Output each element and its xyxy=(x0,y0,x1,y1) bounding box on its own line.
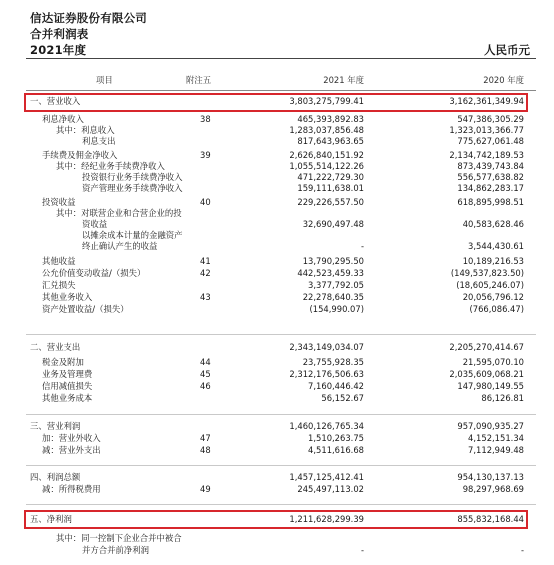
row-label: 其中：对联营企业和合营企业的投 xyxy=(56,208,182,218)
value-2021: 1,055,514,122.26 xyxy=(289,161,364,171)
value-2021: 1,510,263.75 xyxy=(308,433,364,443)
col-note: 附注五 xyxy=(186,75,212,85)
row-label: 以摊余成本计量的金融资产 xyxy=(82,230,183,240)
row-label: 一、营业收入 xyxy=(30,96,81,106)
table-row xyxy=(0,303,554,315)
row-label: 其他收益 xyxy=(42,256,76,266)
table-row xyxy=(0,291,554,303)
value-2020: 2,035,609,068.21 xyxy=(449,369,524,379)
table-row xyxy=(0,255,554,267)
value-2021: - xyxy=(360,241,364,251)
table-row xyxy=(0,471,554,483)
row-note: 46 xyxy=(200,381,211,391)
table-row xyxy=(0,513,554,525)
table-row xyxy=(0,182,554,194)
value-2020: 1,323,013,366.77 xyxy=(449,125,524,135)
value-2020: 2,134,742,189.53 xyxy=(449,150,524,160)
company-name: 信达证券股份有限公司 xyxy=(30,11,147,25)
row-label: 其他业务收入 xyxy=(42,292,93,302)
value-2020: 855,832,168.44 xyxy=(457,514,524,524)
table-row xyxy=(0,135,554,147)
value-2020: - xyxy=(520,545,524,555)
table-row xyxy=(0,532,554,544)
table-row xyxy=(0,432,554,444)
row-note: 42 xyxy=(200,268,211,278)
table-row xyxy=(0,380,554,392)
section-separator xyxy=(26,334,536,335)
row-label: 资产处置收益/（损失） xyxy=(42,304,129,314)
value-2020: 86,126.81 xyxy=(481,393,524,403)
table-row xyxy=(0,544,554,556)
row-note: 41 xyxy=(200,256,211,266)
table-row xyxy=(0,368,554,380)
value-2021: 3,803,275,799.41 xyxy=(289,96,364,106)
value-2021: 7,160,446.42 xyxy=(308,381,364,391)
value-2021: 1,460,126,765.34 xyxy=(289,421,364,431)
table-row xyxy=(0,95,554,107)
row-label: 利息净收入 xyxy=(42,114,84,124)
value-2021: 56,152.67 xyxy=(321,393,364,403)
value-2021: 159,111,638.01 xyxy=(297,183,364,193)
row-note: 44 xyxy=(200,357,211,367)
row-label: 其中：同一控制下企业合并中被合 xyxy=(56,533,182,543)
row-note: 47 xyxy=(200,433,211,443)
row-label: 手续费及佣金净收入 xyxy=(42,150,118,160)
row-label: 并方合并前净利润 xyxy=(82,545,149,555)
row-label: 加：营业外收入 xyxy=(42,433,101,443)
value-2021: 1,457,125,412.41 xyxy=(289,472,364,482)
value-2021: 4,511,616.68 xyxy=(308,445,364,455)
value-2020: 147,980,149.55 xyxy=(457,381,524,391)
row-note: 43 xyxy=(200,292,211,302)
value-2020: 134,862,283.17 xyxy=(457,183,524,193)
table-row xyxy=(0,444,554,456)
value-2020: (18,605,246.07) xyxy=(456,280,524,290)
value-2021: 23,755,928.35 xyxy=(302,357,364,367)
row-label: 减：所得税费用 xyxy=(42,484,101,494)
value-2020: 954,130,137.13 xyxy=(457,472,524,482)
value-2020: 3,162,361,349.94 xyxy=(449,96,524,106)
value-2020: 7,112,949.48 xyxy=(468,445,524,455)
value-2020: 20,056,796.12 xyxy=(462,292,524,302)
section-separator xyxy=(26,465,536,466)
fiscal-year: 2021年度 xyxy=(30,43,87,57)
row-note: 45 xyxy=(200,369,211,379)
table-row xyxy=(0,240,554,252)
row-label: 汇兑损失 xyxy=(42,280,76,290)
table-row xyxy=(0,392,554,404)
value-2021: - xyxy=(360,545,364,555)
value-2020: 4,152,151.34 xyxy=(468,433,524,443)
row-label: 利息支出 xyxy=(82,136,116,146)
header-rule xyxy=(26,58,536,59)
row-note: 40 xyxy=(200,197,211,207)
row-label: 终止确认产生的收益 xyxy=(82,241,158,251)
value-2021: 22,278,640.35 xyxy=(302,292,364,302)
value-2021: 442,523,459.33 xyxy=(297,268,364,278)
value-2020: 40,583,628.46 xyxy=(462,219,524,229)
col-2020: 2020 年度 xyxy=(483,75,524,85)
value-2020: 98,297,968.69 xyxy=(462,484,524,494)
value-2021: 817,643,963.65 xyxy=(297,136,364,146)
section-separator xyxy=(26,414,536,415)
row-label: 资收益 xyxy=(82,219,108,229)
row-label: 其中：经纪业务手续费净收入 xyxy=(56,161,165,171)
value-2020: 775,627,061.48 xyxy=(457,136,524,146)
row-label: 业务及管理费 xyxy=(42,369,93,379)
value-2020: 556,577,638.82 xyxy=(457,172,524,182)
row-note: 49 xyxy=(200,484,211,494)
table-row xyxy=(0,356,554,368)
value-2021: 13,790,295.50 xyxy=(302,256,364,266)
value-2021: 32,690,497.48 xyxy=(302,219,364,229)
value-2021: 3,377,792.05 xyxy=(308,280,364,290)
value-2021: 2,343,149,034.07 xyxy=(289,342,364,352)
value-2020: 873,439,743.84 xyxy=(457,161,524,171)
row-label: 投资收益 xyxy=(42,197,76,207)
row-note: 48 xyxy=(200,445,211,455)
value-2021: 1,283,037,856.48 xyxy=(289,125,364,135)
table-row xyxy=(0,420,554,432)
value-2020: (149,537,823.50) xyxy=(450,268,524,278)
section-separator xyxy=(26,504,536,505)
column-rule xyxy=(26,90,536,91)
value-2020: (766,086.47) xyxy=(469,304,524,314)
value-2021: 229,226,557.50 xyxy=(297,197,364,207)
value-2021: 471,222,729.30 xyxy=(297,172,364,182)
currency-unit: 人民币元 xyxy=(484,43,530,57)
row-note: 39 xyxy=(200,150,211,160)
statement-title: 合并利润表 xyxy=(30,27,89,41)
value-2021: 2,626,840,151.92 xyxy=(289,150,364,160)
col-item: 项目 xyxy=(96,75,113,85)
row-label: 资产管理业务手续费净收入 xyxy=(82,183,183,193)
row-note: 38 xyxy=(200,114,211,124)
row-label: 信用减值损失 xyxy=(42,381,93,391)
row-label: 其中：利息收入 xyxy=(56,125,115,135)
value-2021: 465,393,892.83 xyxy=(297,114,364,124)
value-2020: 3,544,430.61 xyxy=(468,241,524,251)
row-label: 税金及附加 xyxy=(42,357,84,367)
value-2020: 2,205,270,414.67 xyxy=(449,342,524,352)
value-2020: 957,090,935.27 xyxy=(457,421,524,431)
value-2021: 1,211,628,299.39 xyxy=(289,514,364,524)
value-2021: (154,990.07) xyxy=(309,304,364,314)
value-2021: 2,312,176,506.63 xyxy=(289,369,364,379)
row-label: 二、营业支出 xyxy=(30,342,81,352)
row-label: 减：营业外支出 xyxy=(42,445,101,455)
table-row xyxy=(0,279,554,291)
table-row xyxy=(0,267,554,279)
row-label: 投资银行业务手续费净收入 xyxy=(82,172,183,182)
value-2020: 547,386,305.29 xyxy=(457,114,524,124)
value-2020: 10,189,216.53 xyxy=(462,256,524,266)
col-2021: 2021 年度 xyxy=(323,75,364,85)
table-row xyxy=(0,341,554,353)
row-label: 四、利润总额 xyxy=(30,472,81,482)
value-2020: 21,595,070.10 xyxy=(462,357,524,367)
value-2020: 618,895,998.51 xyxy=(457,197,524,207)
table-row xyxy=(0,483,554,495)
value-2021: 245,497,113.02 xyxy=(297,484,364,494)
row-label: 三、营业利润 xyxy=(30,421,81,431)
row-label: 公允价值变动收益/（损失） xyxy=(42,268,146,278)
row-label: 五、净利润 xyxy=(30,514,72,524)
row-label: 其他业务成本 xyxy=(42,393,93,403)
